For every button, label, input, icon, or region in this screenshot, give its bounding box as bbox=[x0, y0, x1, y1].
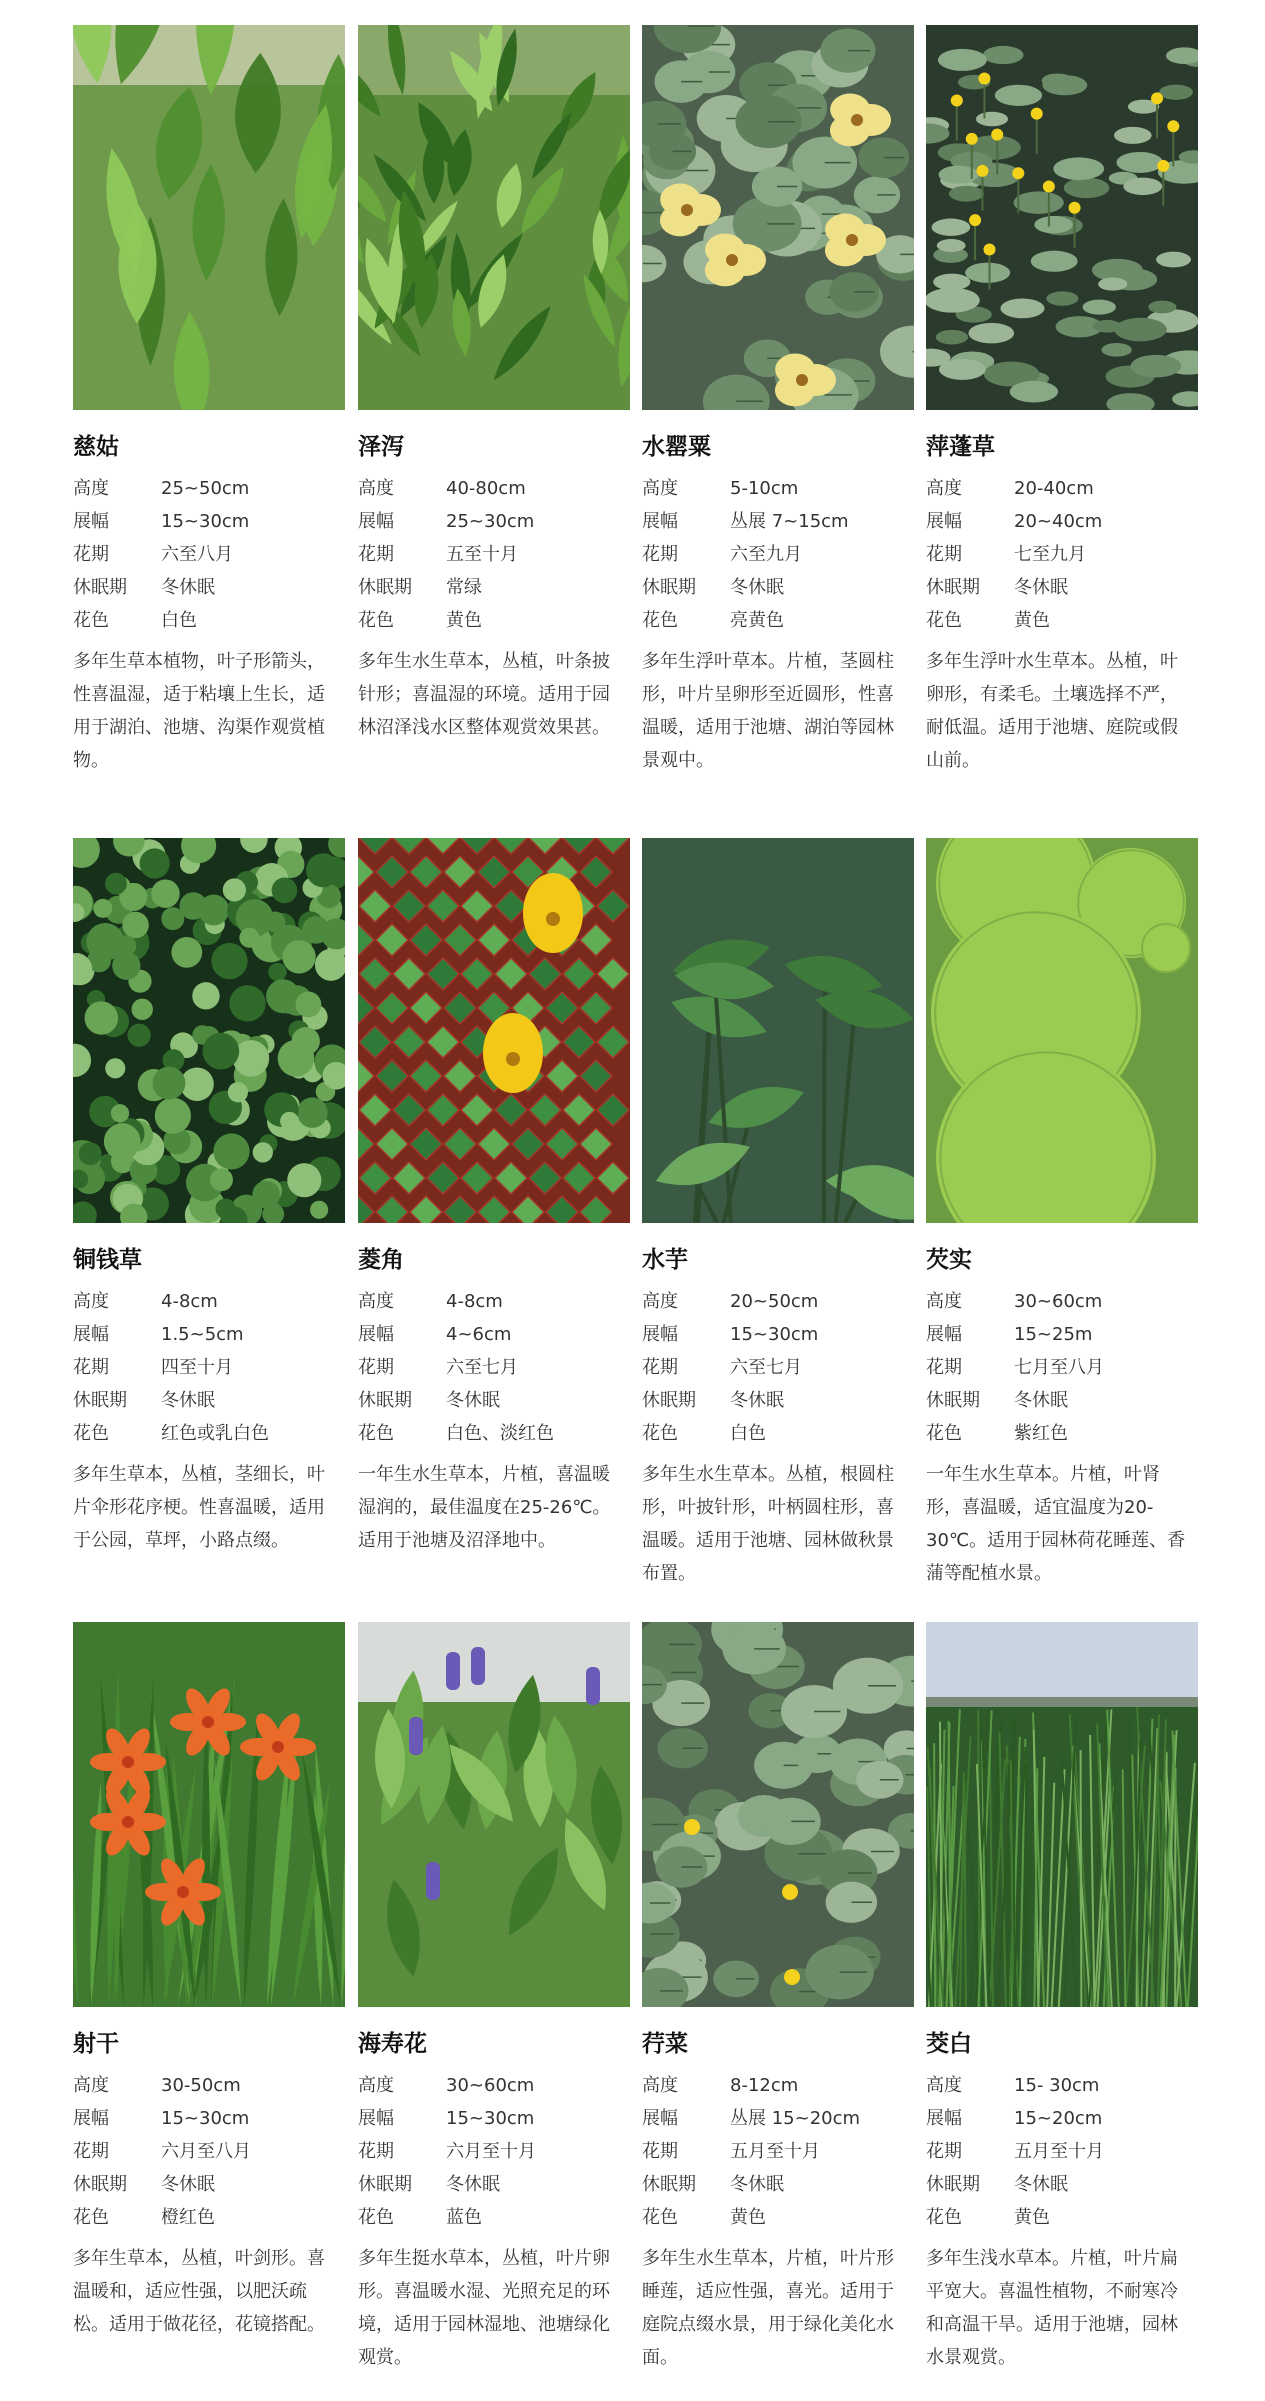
plant-attributes bbox=[73, 472, 345, 637]
attribute-value: 冬休眠 bbox=[161, 577, 215, 598]
attribute-label: 花期 bbox=[358, 1357, 394, 1378]
attribute-value: 黄色 bbox=[446, 610, 482, 631]
attribute-label: 展幅 bbox=[642, 511, 678, 532]
plant-name: 芡实 bbox=[926, 1247, 972, 1273]
plant-description: 多年生水生草本，片植，叶片形睡莲，适应性强，喜光。适用于庭院点缀水景，用于绿化美化水面。 bbox=[642, 2248, 894, 2368]
plant-name: 水罂粟 bbox=[642, 434, 711, 460]
attribute-label: 花色 bbox=[926, 1423, 962, 1444]
attribute-value: 40-80cm bbox=[446, 478, 526, 499]
attribute-row bbox=[926, 1318, 1198, 1351]
attribute-value: 15~30cm bbox=[730, 1324, 819, 1345]
plant-attributes bbox=[358, 2069, 630, 2234]
yellow-water-poppy-photo bbox=[642, 25, 914, 410]
plant-description: 一年生水生草本。片植，叶肾形，喜温暖，适宜温度为20-30℃。适用于园林荷花睡莲、香蒲等配植水景。 bbox=[926, 1464, 1186, 1584]
attribute-label: 花色 bbox=[358, 1423, 394, 1444]
attribute-row bbox=[926, 505, 1198, 538]
attribute-value: 七至九月 bbox=[1014, 544, 1086, 565]
water-arum-photo bbox=[642, 838, 914, 1223]
attribute-row bbox=[926, 1351, 1198, 1384]
attribute-row bbox=[642, 2135, 914, 2168]
attribute-value: 15~30cm bbox=[161, 511, 250, 532]
attribute-row bbox=[926, 1285, 1198, 1318]
attribute-label: 休眠期 bbox=[926, 1390, 980, 1411]
attribute-value: 五月至十月 bbox=[1014, 2141, 1104, 2162]
attribute-row bbox=[73, 2102, 345, 2135]
attribute-label: 休眠期 bbox=[926, 2174, 980, 2195]
attribute-row bbox=[926, 2168, 1198, 2201]
plant-description: 多年生挺水草本，丛植，叶片卵形。喜温暖水湿、光照充足的环境，适用于园林湿地、池塘绿化观赏。 bbox=[358, 2248, 610, 2368]
attribute-label: 花期 bbox=[926, 1357, 962, 1378]
plant-description: 多年生草本植物，叶子形箭头，性喜温湿，适于粘壤上生长，适用于湖泊、池塘、沟渠作观赏植物。 bbox=[73, 651, 325, 771]
attribute-value: 20~40cm bbox=[1014, 511, 1103, 532]
attribute-value: 橙红色 bbox=[161, 2207, 215, 2228]
plant-attributes bbox=[73, 2069, 345, 2234]
attribute-value: 冬休眠 bbox=[446, 2174, 500, 2195]
attribute-row bbox=[358, 505, 630, 538]
attribute-value: 5-10cm bbox=[730, 478, 799, 499]
attribute-label: 花色 bbox=[358, 610, 394, 631]
attribute-row bbox=[926, 2069, 1198, 2102]
reed-leaf-photo bbox=[358, 25, 630, 410]
attribute-row bbox=[358, 1351, 630, 1384]
attribute-value: 冬休眠 bbox=[1014, 577, 1068, 598]
attribute-row bbox=[73, 2201, 345, 2234]
attribute-label: 花期 bbox=[73, 544, 109, 565]
attribute-label: 休眠期 bbox=[73, 577, 127, 598]
attribute-value: 六月至八月 bbox=[161, 2141, 251, 2162]
attribute-value: 白色 bbox=[730, 1423, 766, 1444]
attribute-value: 六至八月 bbox=[161, 544, 233, 565]
attribute-label: 展幅 bbox=[358, 2108, 394, 2129]
plant-description: 多年生草本，丛植，茎细长，叶片伞形花序梗。性喜温暖，适用于公园，草坪，小路点缀。 bbox=[73, 1464, 325, 1551]
attribute-value: 冬休眠 bbox=[730, 577, 784, 598]
attribute-row bbox=[642, 505, 914, 538]
attribute-value: 蓝色 bbox=[446, 2207, 482, 2228]
attribute-row bbox=[642, 604, 914, 637]
attribute-value: 25~50cm bbox=[161, 478, 250, 499]
plant-attributes bbox=[926, 2069, 1198, 2234]
attribute-label: 高度 bbox=[73, 1291, 109, 1312]
pickerelweed-photo bbox=[358, 1622, 630, 2007]
attribute-label: 花期 bbox=[642, 1357, 678, 1378]
attribute-row bbox=[642, 2201, 914, 2234]
plant-name: 茭白 bbox=[926, 2031, 972, 2057]
attribute-row bbox=[358, 472, 630, 505]
attribute-row bbox=[642, 472, 914, 505]
plant-attributes bbox=[358, 472, 630, 637]
attribute-row bbox=[358, 604, 630, 637]
plant-name: 菱角 bbox=[358, 1247, 404, 1273]
attribute-label: 高度 bbox=[926, 2075, 962, 2096]
attribute-value: 15~20cm bbox=[1014, 2108, 1103, 2129]
attribute-label: 高度 bbox=[926, 1291, 962, 1312]
attribute-label: 休眠期 bbox=[926, 577, 980, 598]
attribute-label: 休眠期 bbox=[73, 1390, 127, 1411]
attribute-row bbox=[642, 2069, 914, 2102]
plant-description: 一年生水生草本，片植，喜温暖湿润的，最佳温度在25-26℃。适用于池塘及沼泽地中。 bbox=[358, 1464, 611, 1551]
attribute-row bbox=[73, 1351, 345, 1384]
plant-description: 多年生草本，丛植，叶剑形。喜温暖和，适应性强，以肥沃疏松。适用于做花径，花镜搭配。 bbox=[73, 2248, 325, 2335]
attribute-value: 1.5~5cm bbox=[161, 1324, 244, 1345]
plant-attributes bbox=[642, 472, 914, 637]
attribute-value: 30-50cm bbox=[161, 2075, 241, 2096]
attribute-row bbox=[926, 604, 1198, 637]
attribute-label: 高度 bbox=[73, 478, 109, 499]
pennywort-photo bbox=[73, 838, 345, 1223]
attribute-row bbox=[73, 1285, 345, 1318]
attribute-value: 六月至十月 bbox=[446, 2141, 536, 2162]
attribute-value: 冬休眠 bbox=[1014, 2174, 1068, 2195]
attribute-value: 4-8cm bbox=[161, 1291, 218, 1312]
attribute-label: 花期 bbox=[926, 544, 962, 565]
attribute-row bbox=[642, 1417, 914, 1450]
attribute-value: 六至九月 bbox=[730, 544, 802, 565]
attribute-label: 展幅 bbox=[926, 511, 962, 532]
attribute-value: 15~30cm bbox=[161, 2108, 250, 2129]
attribute-label: 花色 bbox=[73, 1423, 109, 1444]
attribute-row bbox=[926, 2102, 1198, 2135]
attribute-label: 花色 bbox=[642, 610, 678, 631]
attribute-value: 冬休眠 bbox=[1014, 1390, 1068, 1411]
water-bamboo-photo bbox=[926, 1622, 1198, 2007]
attribute-value: 25~30cm bbox=[446, 511, 535, 532]
plant-name: 萍蓬草 bbox=[926, 434, 995, 460]
attribute-value: 冬休眠 bbox=[446, 1390, 500, 1411]
plant-description: 多年生浮叶草本。片植，茎圆柱形，叶片呈卵形至近圆形，性喜温暖，适用于池塘、湖泊等园林景观中。 bbox=[642, 651, 894, 771]
attribute-value: 30~60cm bbox=[446, 2075, 535, 2096]
attribute-row bbox=[73, 1417, 345, 1450]
attribute-value: 15~30cm bbox=[446, 2108, 535, 2129]
attribute-row bbox=[358, 538, 630, 571]
attribute-value: 黄色 bbox=[1014, 2207, 1050, 2228]
plant-description: 多年生浮叶水生草本。丛植，叶卵形，有柔毛。土壤选择不严，耐低温。适用于池塘、庭院或假山前。 bbox=[926, 651, 1178, 771]
attribute-value: 白色 bbox=[161, 610, 197, 631]
attribute-row bbox=[358, 2201, 630, 2234]
attribute-value: 常绿 bbox=[446, 577, 482, 598]
attribute-label: 休眠期 bbox=[358, 1390, 412, 1411]
attribute-row bbox=[642, 538, 914, 571]
attribute-label: 花期 bbox=[642, 544, 678, 565]
attribute-value: 20~50cm bbox=[730, 1291, 819, 1312]
attribute-row bbox=[73, 505, 345, 538]
attribute-row bbox=[358, 1417, 630, 1450]
attribute-label: 休眠期 bbox=[358, 2174, 412, 2195]
attribute-row bbox=[358, 2168, 630, 2201]
gorgon-lotus-photo bbox=[926, 838, 1198, 1223]
attribute-row bbox=[358, 2135, 630, 2168]
attribute-row bbox=[642, 1318, 914, 1351]
attribute-row bbox=[73, 2168, 345, 2201]
attribute-label: 花色 bbox=[73, 610, 109, 631]
attribute-label: 高度 bbox=[642, 478, 678, 499]
attribute-value: 丛展 15~20cm bbox=[730, 2108, 861, 2129]
attribute-label: 高度 bbox=[642, 1291, 678, 1312]
floating-heart-photo bbox=[642, 1622, 914, 2007]
attribute-row bbox=[642, 1285, 914, 1318]
attribute-value: 30~60cm bbox=[1014, 1291, 1103, 1312]
attribute-row bbox=[642, 2102, 914, 2135]
attribute-row bbox=[358, 1384, 630, 1417]
attribute-label: 花期 bbox=[642, 2141, 678, 2162]
attribute-value: 4-8cm bbox=[446, 1291, 503, 1312]
attribute-row bbox=[358, 1318, 630, 1351]
attribute-label: 高度 bbox=[358, 478, 394, 499]
plant-name: 泽泻 bbox=[358, 434, 404, 460]
attribute-row bbox=[358, 2069, 630, 2102]
plant-description: 多年生浅水草本。片植，叶片扁平宽大。喜温性植物，不耐寒冷和高温干旱。适用于池塘，园林水景观赏。 bbox=[926, 2248, 1178, 2368]
attribute-row bbox=[926, 2135, 1198, 2168]
attribute-label: 花期 bbox=[73, 2141, 109, 2162]
attribute-row bbox=[73, 1384, 345, 1417]
attribute-row bbox=[73, 2069, 345, 2102]
attribute-label: 休眠期 bbox=[642, 2174, 696, 2195]
attribute-value: 8-12cm bbox=[730, 2075, 799, 2096]
attribute-label: 花期 bbox=[358, 2141, 394, 2162]
attribute-label: 花期 bbox=[926, 2141, 962, 2162]
attribute-label: 花期 bbox=[358, 544, 394, 565]
attribute-value: 15~25m bbox=[1014, 1324, 1093, 1345]
attribute-row bbox=[926, 538, 1198, 571]
water-caltrop-photo bbox=[358, 838, 630, 1223]
attribute-label: 高度 bbox=[358, 2075, 394, 2096]
attribute-row bbox=[73, 538, 345, 571]
blackberry-lily-photo bbox=[73, 1622, 345, 2007]
attribute-label: 花色 bbox=[926, 2207, 962, 2228]
attribute-label: 花色 bbox=[926, 610, 962, 631]
attribute-row bbox=[358, 571, 630, 604]
attribute-value: 20-40cm bbox=[1014, 478, 1094, 499]
attribute-row bbox=[73, 472, 345, 505]
plant-name: 慈姑 bbox=[73, 434, 119, 460]
attribute-value: 冬休眠 bbox=[730, 1390, 784, 1411]
attribute-label: 展幅 bbox=[926, 1324, 962, 1345]
plant-attributes bbox=[926, 1285, 1198, 1450]
attribute-label: 休眠期 bbox=[358, 577, 412, 598]
attribute-label: 展幅 bbox=[642, 1324, 678, 1345]
attribute-row bbox=[642, 1384, 914, 1417]
attribute-value: 紫红色 bbox=[1014, 1423, 1068, 1444]
attribute-value: 六至七月 bbox=[730, 1357, 802, 1378]
plant-attributes bbox=[73, 1285, 345, 1450]
plant-attributes bbox=[642, 2069, 914, 2234]
attribute-row bbox=[642, 2168, 914, 2201]
attribute-value: 黄色 bbox=[1014, 610, 1050, 631]
attribute-label: 展幅 bbox=[73, 1324, 109, 1345]
attribute-value: 四至十月 bbox=[161, 1357, 233, 1378]
plant-attributes bbox=[642, 1285, 914, 1450]
plant-attributes bbox=[926, 472, 1198, 637]
attribute-label: 展幅 bbox=[926, 2108, 962, 2129]
arrowhead-leaf-photo bbox=[73, 25, 345, 410]
attribute-row bbox=[73, 604, 345, 637]
attribute-row bbox=[642, 1351, 914, 1384]
attribute-value: 15- 30cm bbox=[1014, 2075, 1100, 2096]
attribute-row bbox=[926, 1384, 1198, 1417]
attribute-value: 六至七月 bbox=[446, 1357, 518, 1378]
attribute-label: 高度 bbox=[642, 2075, 678, 2096]
attribute-value: 冬休眠 bbox=[161, 1390, 215, 1411]
plant-name: 铜钱草 bbox=[73, 1247, 142, 1273]
attribute-label: 高度 bbox=[73, 2075, 109, 2096]
attribute-row bbox=[73, 1318, 345, 1351]
attribute-label: 花色 bbox=[642, 2207, 678, 2228]
attribute-row bbox=[73, 571, 345, 604]
attribute-row bbox=[73, 2135, 345, 2168]
attribute-label: 休眠期 bbox=[642, 577, 696, 598]
attribute-row bbox=[926, 472, 1198, 505]
attribute-value: 冬休眠 bbox=[161, 2174, 215, 2195]
plant-description: 多年生水生草本。丛植，根圆柱形，叶披针形，叶柄圆柱形，喜温暖。适用于池塘、园林做秋景布置。 bbox=[642, 1464, 894, 1584]
attribute-value: 七月至八月 bbox=[1014, 1357, 1104, 1378]
attribute-label: 高度 bbox=[358, 1291, 394, 1312]
attribute-row bbox=[926, 571, 1198, 604]
attribute-value: 五月至十月 bbox=[730, 2141, 820, 2162]
attribute-value: 黄色 bbox=[730, 2207, 766, 2228]
attribute-label: 休眠期 bbox=[73, 2174, 127, 2195]
pond-lily-photo bbox=[926, 25, 1198, 410]
attribute-label: 花色 bbox=[642, 1423, 678, 1444]
plant-name: 水芋 bbox=[642, 1247, 688, 1273]
attribute-label: 花色 bbox=[358, 2207, 394, 2228]
plant-name: 射干 bbox=[73, 2031, 119, 2057]
plant-name: 海寿花 bbox=[358, 2031, 427, 2057]
plant-description: 多年生水生草本，丛植，叶条披针形；喜温湿的环境。适用于园林沼泽浅水区整体观赏效果甚。 bbox=[358, 651, 610, 738]
attribute-label: 展幅 bbox=[73, 2108, 109, 2129]
attribute-row bbox=[642, 571, 914, 604]
attribute-value: 冬休眠 bbox=[730, 2174, 784, 2195]
plant-name: 荇菜 bbox=[642, 2031, 688, 2057]
attribute-label: 展幅 bbox=[642, 2108, 678, 2129]
attribute-value: 丛展 7~15cm bbox=[730, 511, 849, 532]
attribute-label: 花期 bbox=[73, 1357, 109, 1378]
attribute-label: 展幅 bbox=[73, 511, 109, 532]
attribute-row bbox=[926, 1417, 1198, 1450]
attribute-label: 花色 bbox=[73, 2207, 109, 2228]
attribute-value: 红色或乳白色 bbox=[161, 1423, 269, 1444]
attribute-value: 亮黄色 bbox=[730, 610, 784, 631]
attribute-label: 展幅 bbox=[358, 1324, 394, 1345]
attribute-row bbox=[358, 1285, 630, 1318]
attribute-label: 展幅 bbox=[358, 511, 394, 532]
plant-attributes bbox=[358, 1285, 630, 1450]
attribute-value: 4~6cm bbox=[446, 1324, 512, 1345]
attribute-label: 休眠期 bbox=[642, 1390, 696, 1411]
attribute-row bbox=[926, 2201, 1198, 2234]
attribute-label: 高度 bbox=[926, 478, 962, 499]
attribute-row bbox=[358, 2102, 630, 2135]
attribute-value: 五至十月 bbox=[446, 544, 518, 565]
attribute-value: 白色、淡红色 bbox=[446, 1423, 554, 1444]
